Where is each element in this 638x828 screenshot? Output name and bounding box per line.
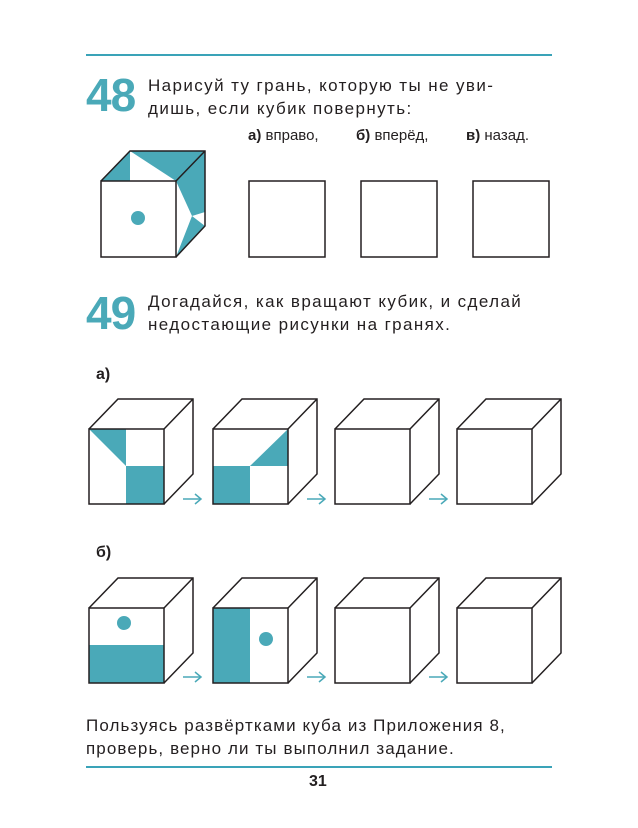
bottom-rule — [86, 766, 552, 768]
option-letter: б) — [356, 127, 371, 144]
task-48-text-line1: Нарисуй ту грань, которую ты не уви- — [148, 76, 495, 95]
cube-dot — [131, 211, 145, 225]
answer-square-b — [360, 180, 440, 260]
top-rule — [86, 54, 552, 56]
page-number: 31 — [309, 773, 327, 790]
task-48-option-c — [466, 127, 529, 145]
task-48-text-line2: дишь, если кубик повернуть: — [148, 99, 413, 118]
part-a-label: а) — [96, 366, 111, 383]
task-48-option-a — [248, 127, 319, 145]
task-49-number: 49 — [86, 287, 136, 339]
option-letter: в) — [466, 127, 481, 144]
task-48-option-b — [356, 127, 428, 145]
arrow-icon — [306, 492, 328, 506]
footer-text-line2: проверь, верно ли ты выполнил задание. — [86, 739, 455, 758]
option-text: вперёд, — [374, 127, 429, 144]
arrow-icon — [428, 492, 450, 506]
cube-dot — [259, 632, 273, 646]
part-b-label: б) — [96, 544, 112, 561]
answer-square-c — [472, 180, 552, 260]
task-49-text-line1: Догадайся, как вращают кубик, и сделай — [148, 292, 523, 311]
cube-b4 — [456, 577, 566, 687]
square-shade — [126, 466, 164, 504]
arrow-icon — [182, 670, 204, 684]
cube-a4 — [456, 398, 566, 508]
left-band-shade — [213, 608, 250, 683]
option-letter: а) — [248, 127, 262, 144]
arrow-icon — [182, 492, 204, 506]
cube-dot — [117, 616, 131, 630]
answer-square-a — [248, 180, 328, 260]
arrow-icon — [306, 670, 328, 684]
option-text: назад. — [484, 127, 529, 144]
task-48-number: 48 — [86, 69, 136, 121]
task-49-text-line2: недостающие рисунки на гранях. — [148, 315, 452, 334]
task-48-cube — [100, 150, 210, 260]
footer-text-line1: Пользуясь развёртками куба из Приложения 8, — [86, 716, 506, 735]
triangle-shade — [89, 429, 126, 466]
bottom-band-shade — [89, 645, 164, 683]
cube-side-shading-lower — [176, 216, 205, 257]
square-shade — [213, 466, 250, 504]
triangle-shade — [250, 429, 288, 466]
arrow-icon — [428, 670, 450, 684]
option-text: вправо, — [265, 127, 319, 144]
